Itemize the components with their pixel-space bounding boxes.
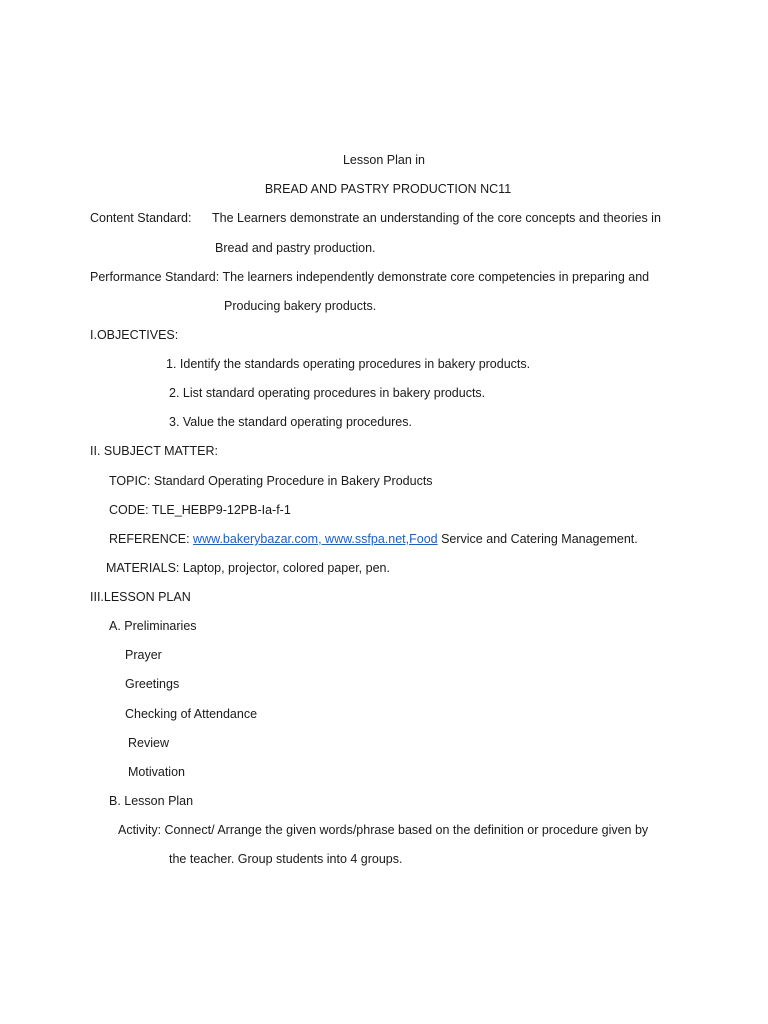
objective-item: 1. Identify the standards operating procedures in bakery products. — [166, 357, 531, 371]
prelim-item: Review — [128, 736, 169, 750]
content-standard-label: Content Standard: — [90, 211, 192, 225]
prelim-item: Motivation — [128, 765, 185, 779]
activity-text-cont: the teacher. Group students into 4 groups. — [169, 852, 403, 866]
preliminaries-heading: A. Preliminaries — [109, 619, 197, 633]
reference-line — [109, 531, 638, 547]
performance-standard-text: Performance Standard: The learners independently demonstrate core competencies in preparing and — [90, 270, 650, 284]
subject-matter-heading: II. SUBJECT MATTER: — [90, 444, 219, 458]
lesson-plan-b-heading: B. Lesson Plan — [109, 794, 194, 808]
lesson-plan-heading: III.LESSON PLAN — [90, 590, 191, 604]
prelim-item: Greetings — [125, 677, 180, 691]
document-title: Lesson Plan in — [342, 153, 425, 167]
code-line: CODE: TLE_HEBP9-12PB-Ia-f-1 — [109, 503, 291, 517]
topic-line: TOPIC: Standard Operating Procedure in Bakery Products — [109, 474, 433, 488]
content-standard-text: The Learners demonstrate an understanding of the core concepts and theories in — [212, 211, 661, 225]
reference-rest: Service and Catering Management. — [437, 532, 638, 546]
performance-standard-text-cont: Producing bakery products. — [224, 299, 377, 313]
prelim-item: Checking of Attendance — [125, 707, 258, 721]
objectives-heading: I.OBJECTIVES: — [90, 328, 179, 342]
prelim-item: Prayer — [125, 648, 162, 662]
reference-link[interactable]: www.bakerybazar.com, www.ssfpa.net,Food — [193, 532, 438, 546]
objective-item: 2. List standard operating procedures in bakery products. — [169, 386, 486, 400]
reference-label: REFERENCE: — [109, 532, 194, 546]
objective-item: 3. Value the standard operating procedures. — [169, 415, 412, 429]
activity-text: Activity: Connect/ Arrange the given words/phrase based on the definition or procedure given by — [118, 823, 649, 837]
content-standard-text-cont: Bread and pastry production. — [215, 241, 376, 255]
materials-line: MATERIALS: Laptop, projector, colored paper, pen. — [106, 561, 390, 575]
document-subtitle: BREAD AND PASTRY PRODUCTION NC11 — [264, 182, 512, 196]
